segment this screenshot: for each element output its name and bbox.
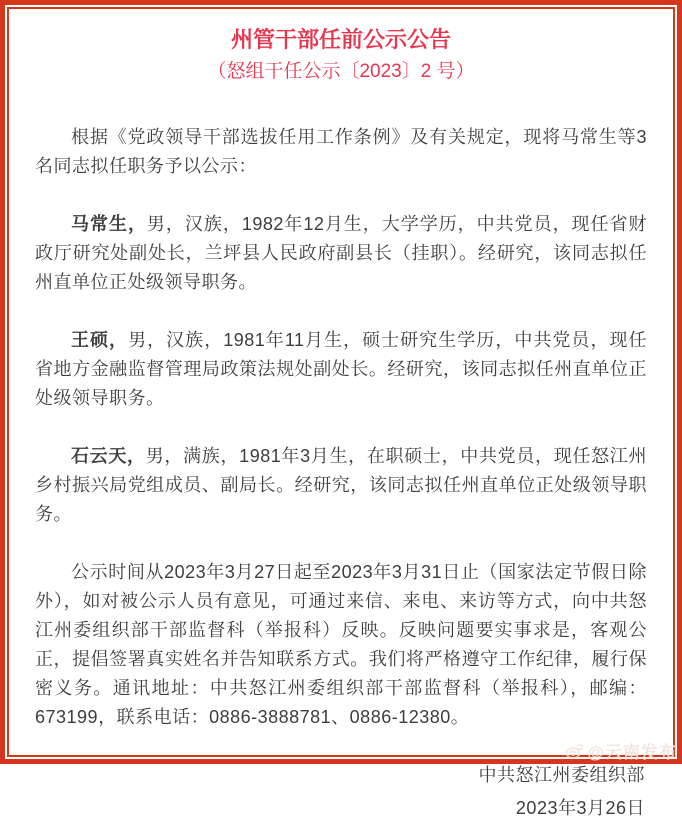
person-name-bold: 石云天， (71, 446, 146, 466)
watermark-text: @云南发布 (587, 743, 677, 762)
paragraph-contact (35, 558, 647, 732)
paragraph-person-1 (35, 210, 647, 297)
paragraph-text: 根据《党政领导干部选拔任用工作条例》及有关规定，现将马常生等3名同志拟任职务予以公示： (35, 127, 647, 176)
paragraph-person-2 (35, 326, 647, 413)
paragraph-text: 男，汉族，1982年12月生，大学学历，中共党员，现任省财政厅研究处副处长，兰坪县人民政府副县长（挂职）。经研究，该同志拟任州直单位正处级领导职务。 (35, 214, 648, 292)
document-number: （怒组干任公示〔2023〕2 号） (207, 61, 475, 82)
paragraph-text: 男，满族，1981年3月生，在职硕士，中共党员，现任怒江州乡村振兴局党组成员、副局长。经研究，该同志拟任州直单位正处级领导职务。 (35, 446, 647, 524)
person-name-bold: 王硕， (71, 330, 129, 350)
paragraph-intro (35, 123, 647, 181)
signature-org: 中共怒江州委组织部 (478, 765, 645, 785)
person-name-bold: 马常生， (71, 214, 147, 234)
paragraph-person-3 (35, 442, 647, 529)
paragraph-text: 男，汉族，1981年11月生，硕士研究生学历，中共党员，现任省地方金融监督管理局政策法规处副处长。经研究，该同志拟任州直单位正处级领导职务。 (35, 330, 648, 408)
document-title: 州管干部任前公示公告 (230, 27, 451, 52)
signature-block (35, 761, 647, 823)
document-body (9, 9, 673, 818)
signature-date: 2023年3月26日 (515, 798, 645, 818)
paragraph-text: 公示时间从2023年3月27日起至2023年3月31日止（国家法定节假日除外），如对被公示人员有意见，可通过来信、来电、来访等方式，向中共怒江州委组织部干部监督科（举报科）反映。反映问题要实事求是，客观公正，提倡签署真实姓名并告知联系方式。我们将严格遵守工作纪律，履行保密义务。通讯地址：中共怒江州委组织部干部监督科（举报科），邮编：673199，联系电话：0886-3888781、0886-12380。 (35, 562, 647, 727)
